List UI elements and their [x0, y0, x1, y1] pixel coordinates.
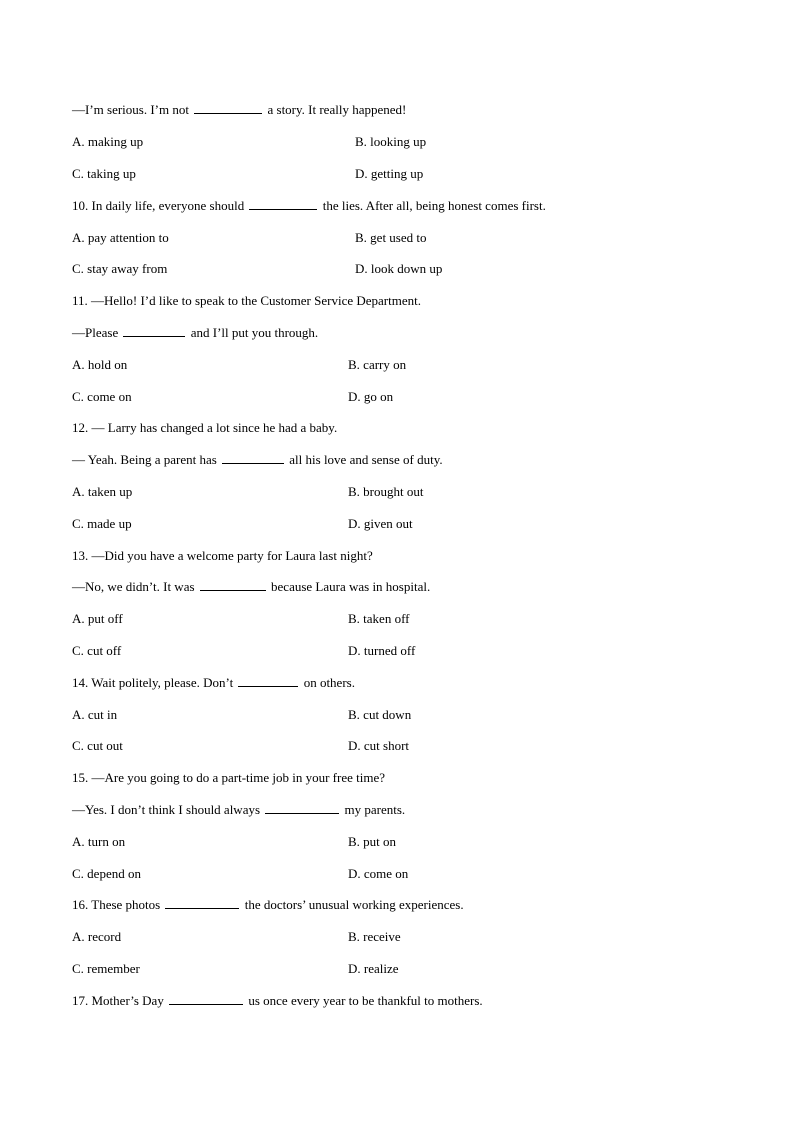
option-b: B. taken off [348, 611, 410, 626]
q16-question [72, 897, 464, 913]
option-c: C. made up [72, 516, 132, 531]
q12-reply [72, 452, 443, 468]
q10-options-row1 [72, 230, 734, 246]
answer-blank [165, 897, 239, 909]
q12-options-row1 [72, 484, 734, 500]
option-c: C. come on [72, 389, 132, 404]
answer-blank [249, 198, 317, 210]
option-a: A. cut in [72, 707, 118, 722]
q10-options-row2 [72, 261, 734, 277]
answer-blank [265, 802, 339, 814]
q12-options-row2 [72, 516, 734, 532]
q14-question [72, 675, 355, 691]
option-d: D. look down up [355, 261, 443, 276]
option-b: B. carry on [348, 357, 407, 372]
option-a: A. making up [72, 134, 144, 149]
option-b: B. put on [348, 834, 397, 849]
q14-options-row1 [72, 707, 734, 723]
text-after: us once every year to be thankful to mothers. [248, 993, 483, 1008]
option-d: D. cut short [348, 738, 410, 753]
option-b: B. cut down [348, 707, 412, 722]
answer-blank [169, 993, 243, 1005]
option-d: D. go on [348, 389, 394, 404]
option-c: C. depend on [72, 866, 141, 881]
q15-question: 15. —Are you going to do a part-time job in your free time? [72, 770, 386, 785]
option-c: C. cut out [72, 738, 123, 753]
text-before: 14. Wait politely, please. Don’t [72, 675, 234, 690]
q11-question: 11. —Hello! I’d like to speak to the Customer Service Department. [72, 293, 421, 308]
option-b: B. looking up [355, 134, 427, 149]
q13-reply [72, 579, 430, 595]
text-before: 17. Mother’s Day [72, 993, 164, 1008]
option-d: D. realize [348, 961, 399, 976]
text-after: all his love and sense of duty. [289, 452, 443, 467]
option-a: A. hold on [72, 357, 128, 372]
text-before: —No, we didn’t. It was [72, 579, 195, 594]
option-c: C. taking up [72, 166, 136, 181]
option-d: D. turned off [348, 643, 416, 658]
option-d: D. come on [348, 866, 409, 881]
text-after: and I’ll put you through. [190, 325, 319, 340]
option-d: D. given out [348, 516, 413, 531]
option-a: A. record [72, 929, 122, 944]
text-after: on others. [303, 675, 355, 690]
q9-options-row2 [72, 166, 734, 182]
q13-options-row2 [72, 643, 734, 659]
text-after: the doctors’ unusual working experiences. [244, 897, 464, 912]
option-c: C. stay away from [72, 261, 168, 276]
q16-options-row2 [72, 961, 734, 977]
text-before: —Yes. I don’t think I should always [72, 802, 261, 817]
answer-blank [194, 102, 262, 114]
q13-question: 13. —Did you have a welcome party for Laura last night? [72, 548, 373, 563]
text-after: a story. It really happened! [267, 102, 407, 117]
q13-options-row1 [72, 611, 734, 627]
option-b: B. brought out [348, 484, 424, 499]
text-after: my parents. [344, 802, 406, 817]
text-after: because Laura was in hospital. [271, 579, 431, 594]
q15-options-row1 [72, 834, 734, 850]
option-a: A. taken up [72, 484, 133, 499]
q11-options-row1 [72, 357, 734, 373]
q10-question [72, 198, 546, 214]
q15-reply [72, 802, 405, 818]
option-c: C. cut off [72, 643, 122, 658]
text-before: 10. In daily life, everyone should [72, 198, 245, 213]
option-b: B. receive [348, 929, 401, 944]
option-b: B. get used to [355, 230, 427, 245]
text-before: 16. These photos [72, 897, 161, 912]
text-before: —Please [72, 325, 119, 340]
q11-options-row2 [72, 389, 734, 405]
option-a: A. put off [72, 611, 123, 626]
q15-options-row2 [72, 866, 734, 882]
option-a: A. turn on [72, 834, 126, 849]
answer-blank [123, 325, 185, 337]
q11-reply [72, 325, 318, 341]
q16-options-row1 [72, 929, 734, 945]
text-before: — Yeah. Being a parent has [72, 452, 217, 467]
q12-question: 12. — Larry has changed a lot since he had a baby. [72, 420, 338, 435]
option-c: C. remember [72, 961, 140, 976]
q14-options-row2 [72, 738, 734, 754]
answer-blank [222, 452, 284, 464]
text-before: —I’m serious. I’m not [72, 102, 189, 117]
q17-question [72, 993, 483, 1009]
text-after: the lies. After all, being honest comes first. [322, 198, 546, 213]
option-a: A. pay attention to [72, 230, 169, 245]
answer-blank [238, 675, 298, 687]
answer-blank [200, 579, 266, 591]
q9-options-row1 [72, 134, 734, 150]
option-d: D. getting up [355, 166, 424, 181]
q9-answer-line [72, 102, 406, 118]
